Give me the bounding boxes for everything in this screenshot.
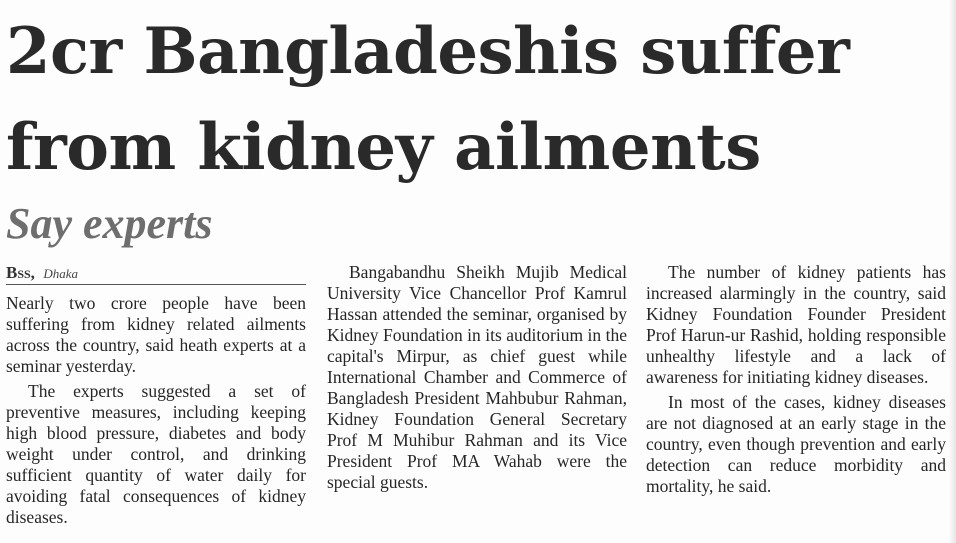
subheadline: Say experts xyxy=(6,199,213,248)
column-3-paragraph-1: The number of kidney patients has increased alarmingly in the country, said Kidney Foundation Founder President Prof Harun-ur Rashid, holding responsible unhealthy lifestyle and a lack of awareness for initiating kidney diseases. xyxy=(646,262,946,387)
article-column-2 xyxy=(327,260,627,497)
article-column-1 xyxy=(6,260,306,532)
article-column-3 xyxy=(646,260,946,501)
headline-line-1: 2cr Bangladeshis suffer xyxy=(6,14,850,89)
headline-line-2: from kidney ailments xyxy=(6,110,761,185)
paper-edge-shadow xyxy=(948,0,956,543)
column-2-paragraph-1: Bangabandhu Sheikh Mujib Medical University Vice Chancellor Prof Kamrul Hassan attended the seminar, organised by Kidney Foundation in its auditorium in the capital's Mirpur, as chief guest while International Chamber and Commerce of Bangladesh President Mahbubur Rahman, Kidney Foundation General Secretary Prof M Muhibur Rahman and its Vice President Prof MA Wahab were the special guests. xyxy=(327,262,627,492)
byline-place: Dhaka xyxy=(43,266,78,281)
column-3-paragraph-2: In most of the cases, kidney diseases are not diagnosed at an early stage in the country, even though prevention and early detection can reduce morbidity and mortality, he said. xyxy=(646,392,946,496)
column-1-paragraph-1: Nearly two crore people have been suffering from kidney related ailments across the country, said heath experts at a seminar yesterday. xyxy=(6,293,306,376)
column-1-paragraph-2: The experts suggested a set of preventive measures, including keeping high blood pressure, diabetes and body weight under control, and drinking sufficient quantity of water daily for avoiding fatal consequences of kidney diseases. xyxy=(6,381,306,527)
byline-agency: Bss, xyxy=(6,263,35,282)
byline xyxy=(6,260,306,285)
headline xyxy=(6,4,946,196)
